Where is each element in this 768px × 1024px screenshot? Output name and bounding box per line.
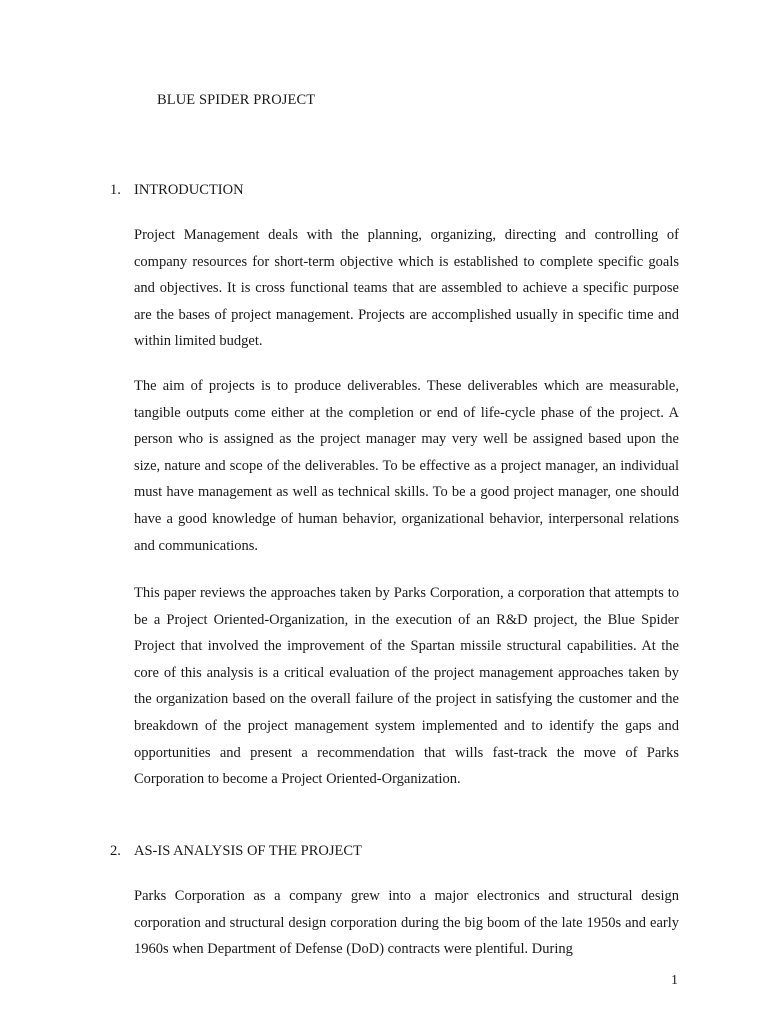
- section-title: AS-IS ANALYSIS OF THE PROJECT: [134, 843, 362, 859]
- section-title: INTRODUCTION: [134, 182, 244, 198]
- analysis-paragraph-1: Parks Corporation as a company grew into a major electronics and structural design corporation and structural design corporation during the big boom of the late 1950s and early 1960s when Department of Defense (DoD) contracts were plentiful. During: [134, 888, 679, 958]
- document-title: BLUE SPIDER PROJECT: [157, 92, 316, 108]
- intro-paragraph-2: The aim of projects is to produce deliverables. These deliverables which are measurable, tangible outputs come either at the completion or end of life-cycle phase of the project. A person who is assigned as the project manager may very well be assigned based upon the size, nature and scope of the deliverables. To be effective as a project manager, an individual must have management as well as technical skills. To be a good project manager, one should have a good knowledge of human behavior, organizational behavior, interpersonal relations and communications.: [134, 378, 679, 554]
- section-heading-introduction: [110, 182, 244, 199]
- intro-paragraph-3: This paper reviews the approaches taken by Parks Corporation, a corporation that attempts to be a Project Oriented-Organization, in the execution of an R&D project, the Blue Spider Project that involved the improvement of the Spartan missile structural capabilities. At the core of this analysis is a critical evaluation of the project management approaches taken by the organization based on the overall failure of the project in satisfying the customer and the breakdown of the project management system implemented and to identify the gaps and opportunities and present a recommendation that wills fast-track the move of Parks Corporation to become a Project Oriented-Organization.: [134, 585, 679, 788]
- page-number: 1: [671, 973, 678, 988]
- section-number: 1.: [110, 182, 121, 198]
- section-number: 2.: [110, 843, 121, 859]
- intro-paragraph-1: Project Management deals with the planning, organizing, directing and controlling of company resources for short-term objective which is established to complete specific goals and objectives. It is cross functional teams that are assembled to achieve a specific purpose are the bases of project management. Projects are accomplished usually in specific time and within limited budget.: [134, 227, 679, 350]
- section-heading-as-is-analysis: [110, 843, 362, 860]
